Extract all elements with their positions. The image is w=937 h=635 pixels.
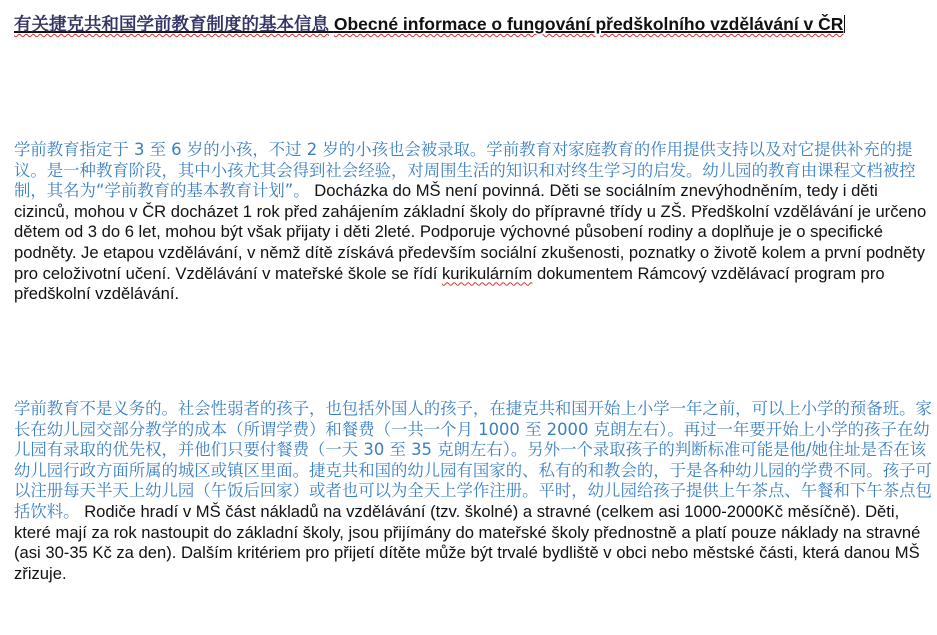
spellcheck-marked-word: kurikulárním [441,263,533,283]
paragraph-1-czech: Docházka do MŠ není povinná. Děti se sociálním znevýhodněním, tedy i děti cizinců, mohou v ČR docházet 1 rok před zahájením základní školy do přípravné třídy u ZŠ. Předškolní vzdělávání je určeno dětem od 3 do 6 let, mohou být však přijaty i děti 2leté. Podporuje výchovné působení rodiny a doplňuje je o specifické podněty. Je etapou vzdělávání, v němž dítě získává především sociální zkušenosti, poznatky o životě kolem a první podněty pro celoživotní učení. Vzdělávání v mateřské škole se řídí [14,181,927,283]
paragraph-2[interactable] [14,399,936,584]
heading-chinese: 有关捷克共和国学前教育制度的基本信息 [14,14,329,34]
text-cursor [844,15,845,33]
paragraph-1-czech-end: dokumentem Rámcový vzdělávací program pro předškolní vzdělávání. [14,263,885,304]
document-heading[interactable] [14,13,924,35]
paragraph-1[interactable] [14,140,936,305]
paragraph-1-chinese: 学前教育指定于 3 至 6 岁的小孩，不过 2 岁的小孩也会被录取。学前教育对家庭教育的作用提供支持以及对它提供补充的提议。是一种教育阶段，其中小孩尤其会得到社会经验，对周围生活的知识和对终生学习的启发。幼儿园的教育由课程文档被控制，其名为“学前教育的基本教育计划”。 [14,140,916,201]
paragraph-2-czech: Rodiče hradí v MŠ část nákladů na vzdělávání (tzv. školné) a stravné (celkem asi 1000-2000Kč měsíčně). Děti, které mají za rok nastoupit do základní školy, jsou přijímány do mateřské školy přednostně a platí pouze náklady na stravné (asi 30-35 Kč za den). Dalším kritériem pro přijetí dítěte může být trvalé bydliště v obci nebo městské části, která danou MŠ zřizuje. [14,501,921,583]
heading-czech: Obecné informace o fungování předškolního vzdělávání v ČR [333,14,844,34]
paragraph-2-chinese: 学前教育不是义务的。社会性弱者的孩子，也包括外国人的孩子，在捷克共和国开始上小学一年之前，可以上小学的预备班。家长在幼儿园交部分教学的成本（所谓学费）和餐费（一共一个月 1000 至 2000 克朗左右）。再过一年要开始上小学的孩子在幼儿园有录取的优先权，并他们只要付餐费（一天 30 至 35 克朗左右）。另外一个录取孩子的判断标准可能是他/她住址是否在该幼儿园行政方面所属的城区或镇区里面。捷克共和国的幼儿园有国家的、私有的和教会的，于是各种幼儿园的学费不同。孩子可以注册每天半天上幼儿园（午饭后回家）或者也可以为全天上学作注册。平时，幼儿园给孩子提供上午茶点、午餐和下午茶点包括饮料。 [14,399,932,521]
